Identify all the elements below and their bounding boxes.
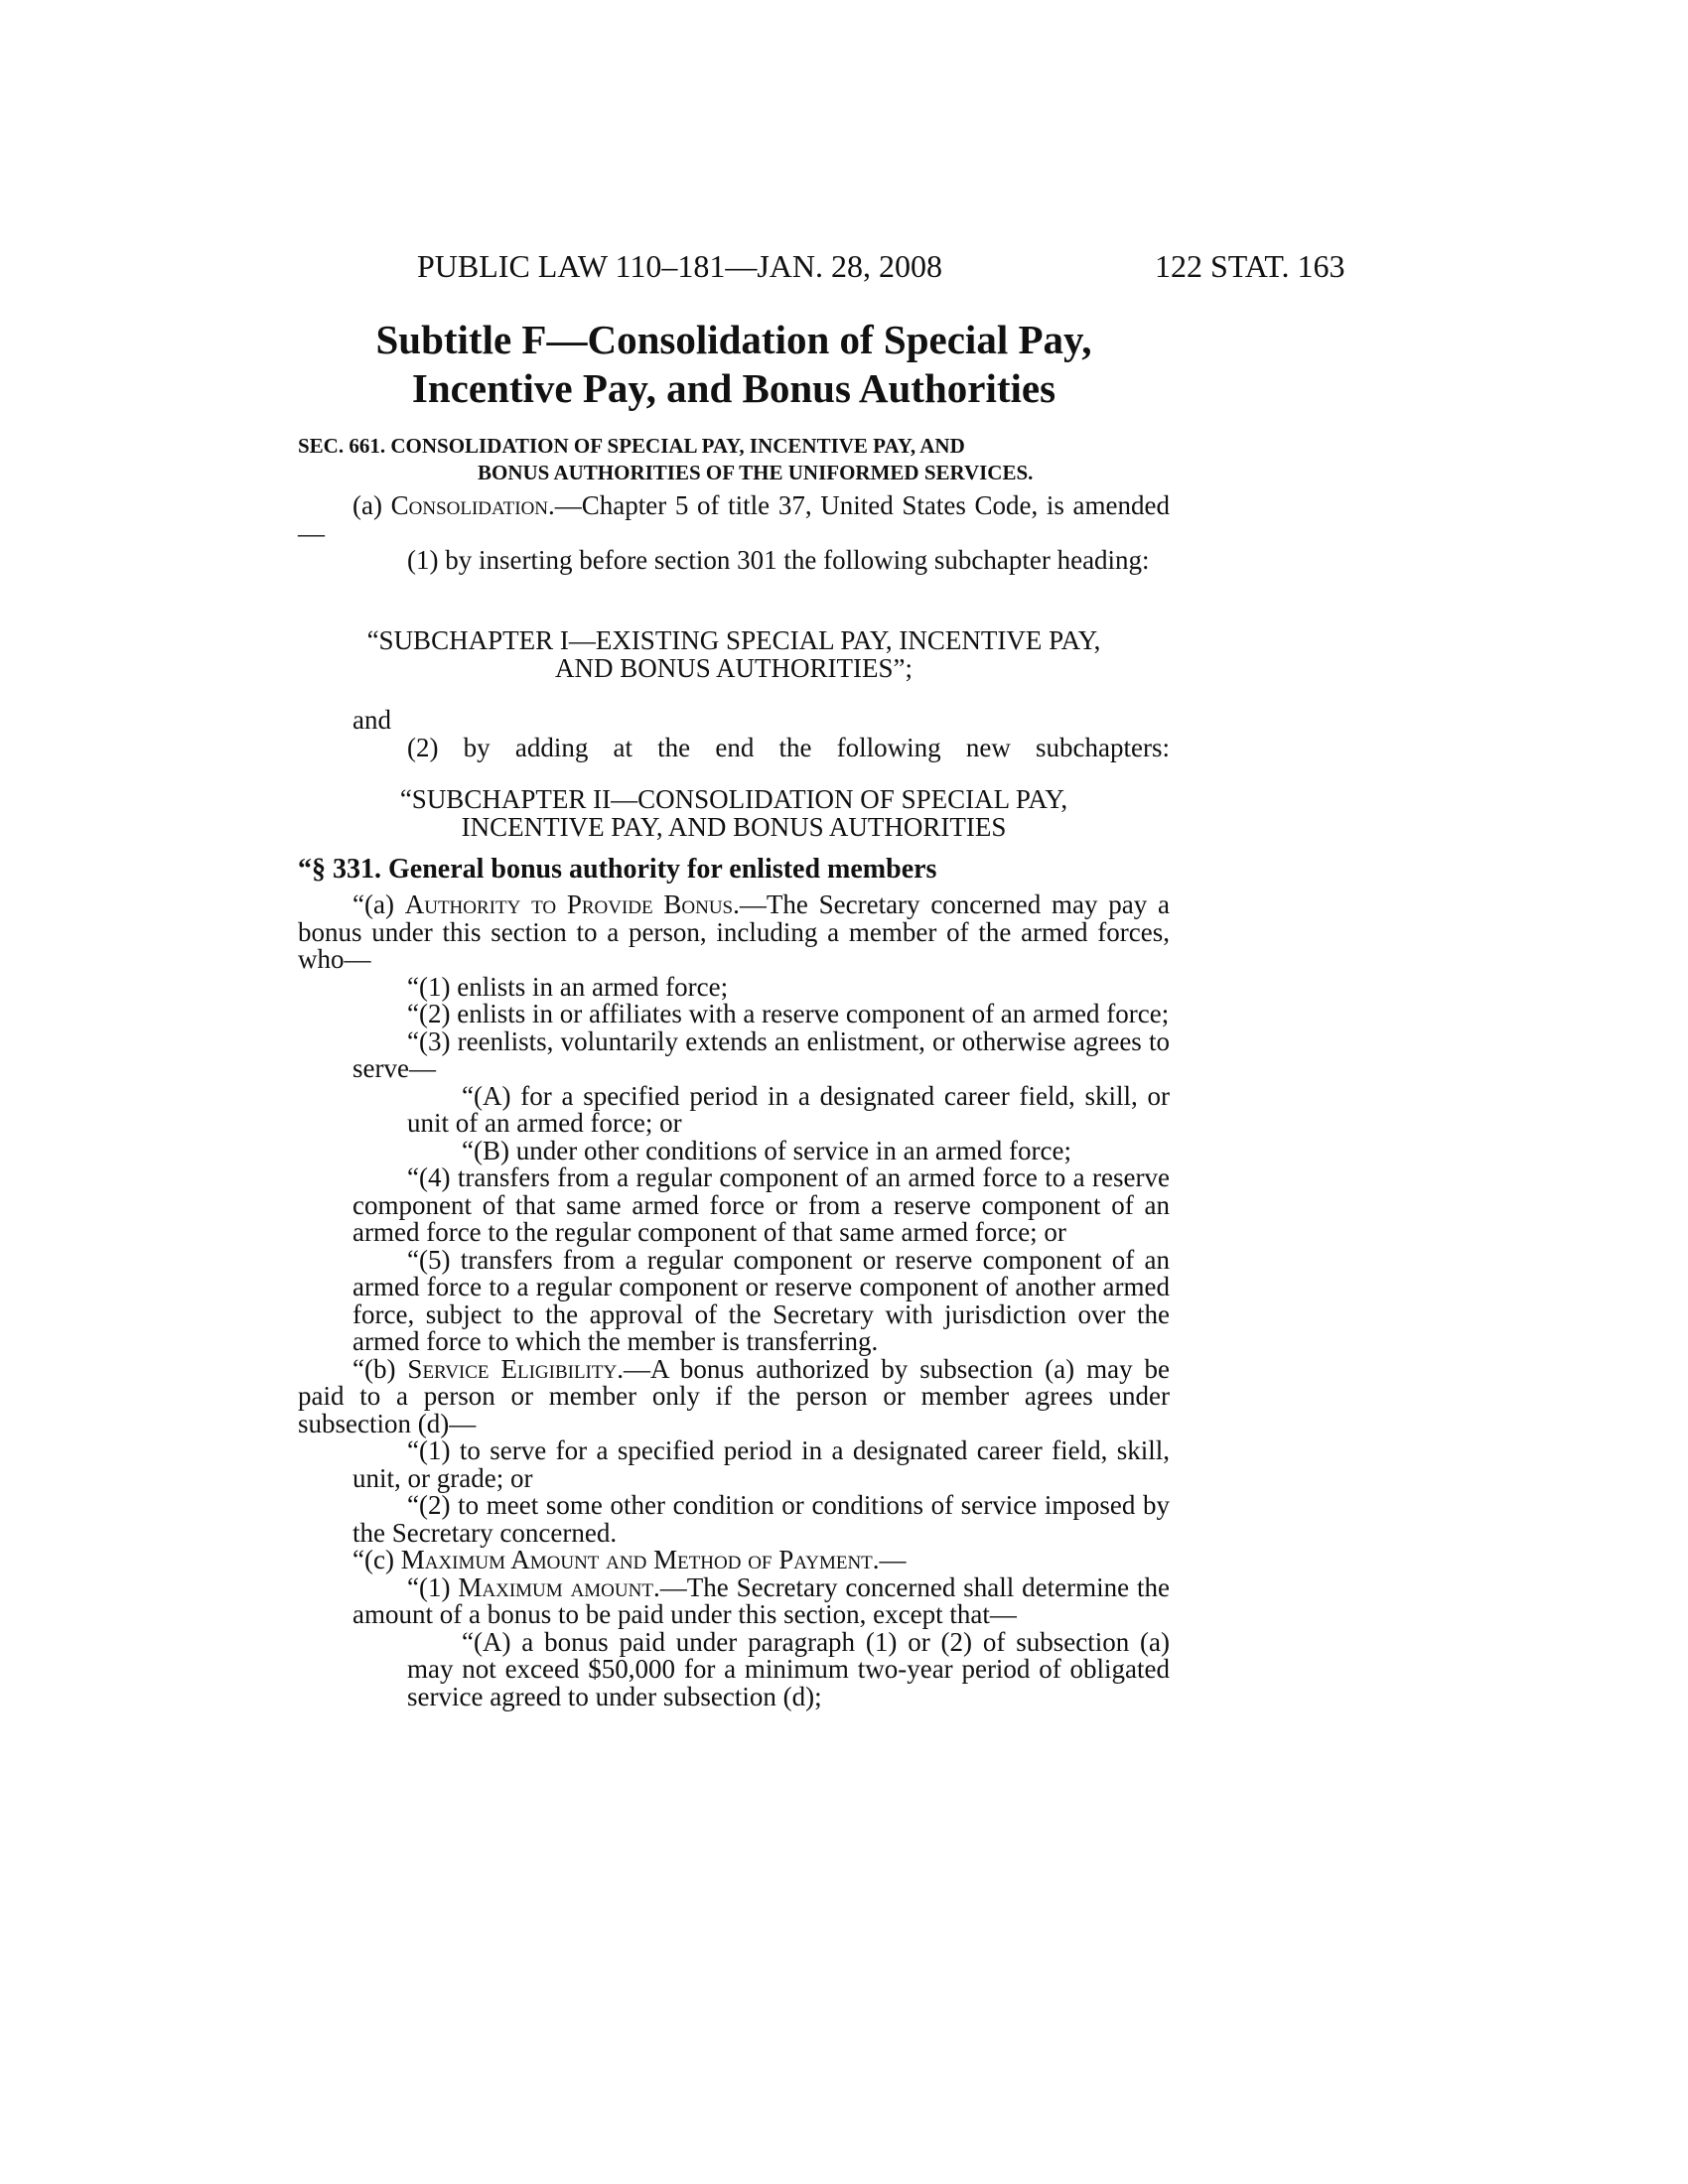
and-text: and (352, 705, 391, 735)
section-331-body (298, 891, 1170, 1710)
subchapter-2-line-2: INCENTIVE PAY, AND BONUS AUTHORITIES (461, 811, 1007, 842)
subsection-c-prefix: “(c) (352, 1545, 401, 1574)
section-heading-line-2: BONUS AUTHORITIES OF THE UNIFORMED SERVICES. (478, 461, 1034, 484)
subchapter-1-heading (298, 627, 1170, 682)
consolidation-block (298, 492, 1170, 575)
paragraph-c1 (298, 1571, 1170, 1629)
subsection-c-text: .— (872, 1545, 907, 1574)
subsection-b (298, 1353, 1170, 1438)
paragraph-a5: “(5) transfers from a regular component or reserve component of an armed force to a regular component or reserve component of another armed force, subject to the approval of the Secretary with jurisdiction over the armed force to which the member is transferring. (352, 1244, 1170, 1356)
paragraph-c1-text: .—The Secretary concerned shall determine the amount of a bonus to be paid under this section, except that— (352, 1571, 1170, 1629)
subtitle-line-1: Subtitle F—Consolidation of Special Pay, (375, 317, 1092, 362)
subsection-a-text: .—The Secretary concerned may pay a bonus under this section to a person, including a member of the armed forces, who— (298, 889, 1170, 974)
subsection-b-text: .—A bonus authorized by subsection (a) may be paid to a person or member only if the person or member agrees under subsection (d)— (298, 1353, 1170, 1438)
para-a-prefix: (a) (352, 490, 391, 520)
subsection-a-prefix: “(a) (352, 889, 405, 919)
paragraph-a2: “(2) enlists in or affiliates with a reserve component of an armed force; (407, 999, 1170, 1028)
paragraph-b1: “(1) to serve for a specified period in a designated career field, skill, unit, or grade; or (352, 1435, 1170, 1493)
subparagraph-a3B: “(B) under other conditions of service in an armed force; (462, 1135, 1072, 1165)
paragraph-b2: “(2) to meet some other condition or conditions of service imposed by the Secretary concerned. (352, 1490, 1170, 1548)
subchapter-2-line-1: “SUBCHAPTER II—CONSOLIDATION OF SPECIAL PAY, (399, 784, 1068, 814)
subparagraph-c1A: “(A) a bonus paid under paragraph (1) or (2) of subsection (a) may not exceed $50,000 for a minimum two-year period of obligated service agreed to under subsection (d); (407, 1626, 1170, 1711)
subchapter-1-line-2: AND BONUS AUTHORITIES”; (555, 652, 913, 683)
subsection-c (298, 1547, 1170, 1574)
paragraph-c1-prefix: “(1) (407, 1571, 459, 1602)
subsection-b-heading: Service Eligibility (407, 1353, 618, 1384)
subsection-b-prefix: “(b) (352, 1353, 408, 1384)
paragraph-a (298, 492, 1170, 547)
subtitle-line-2: Incentive Pay, and Bonus Authorities (411, 365, 1056, 411)
paragraph-a3: “(3) reenlists, voluntarily extends an enlistment, or otherwise agrees to serve— (352, 1025, 1170, 1083)
para-a-text: .—Chapter 5 of title 37, United States Code, is amended— (298, 490, 1170, 548)
paragraph-c1-heading: Maximum amount (458, 1571, 653, 1602)
para-a-heading: Consolidation (390, 490, 549, 520)
section-331-heading: “§ 331. General bonus authority for enlisted members (298, 854, 937, 885)
subsection-a (298, 891, 1170, 974)
paragraph-a1: “(1) enlists in an armed force; (407, 971, 729, 1002)
subparagraph-a3A: “(A) for a specified period in a designated career field, skill, or unit of an armed force; or (407, 1080, 1170, 1138)
header-public-law: PUBLIC LAW 110–181—JAN. 28, 2008 (417, 248, 942, 284)
paragraph-a4: “(4) transfers from a regular component of an armed force to a reserve component of that same armed force or from a reserve component of an armed force to the regular component of that same armed force; or (352, 1162, 1170, 1247)
subsection-c-heading: Maximum Amount and Method of Payment (400, 1545, 873, 1574)
subtitle-heading (298, 316, 1170, 413)
and-item-2-block (298, 707, 1170, 761)
item-2: (2) by adding at the end the following new subchapters: (407, 732, 1170, 762)
header-stat-page: 122 STAT. 163 (1155, 248, 1345, 284)
item-1: (1) by inserting before section 301 the following subchapter heading: (407, 545, 1150, 575)
section-heading-line-1: SEC. 661. CONSOLIDATION OF SPECIAL PAY, INCENTIVE PAY, AND (298, 434, 965, 458)
subchapter-2-heading (298, 786, 1170, 841)
subchapter-1-line-1: “SUBCHAPTER I—EXISTING SPECIAL PAY, INCENTIVE PAY, (366, 625, 1101, 655)
section-661-heading (298, 433, 1170, 486)
subsection-a-heading: Authority to Provide Bonus (404, 889, 734, 919)
